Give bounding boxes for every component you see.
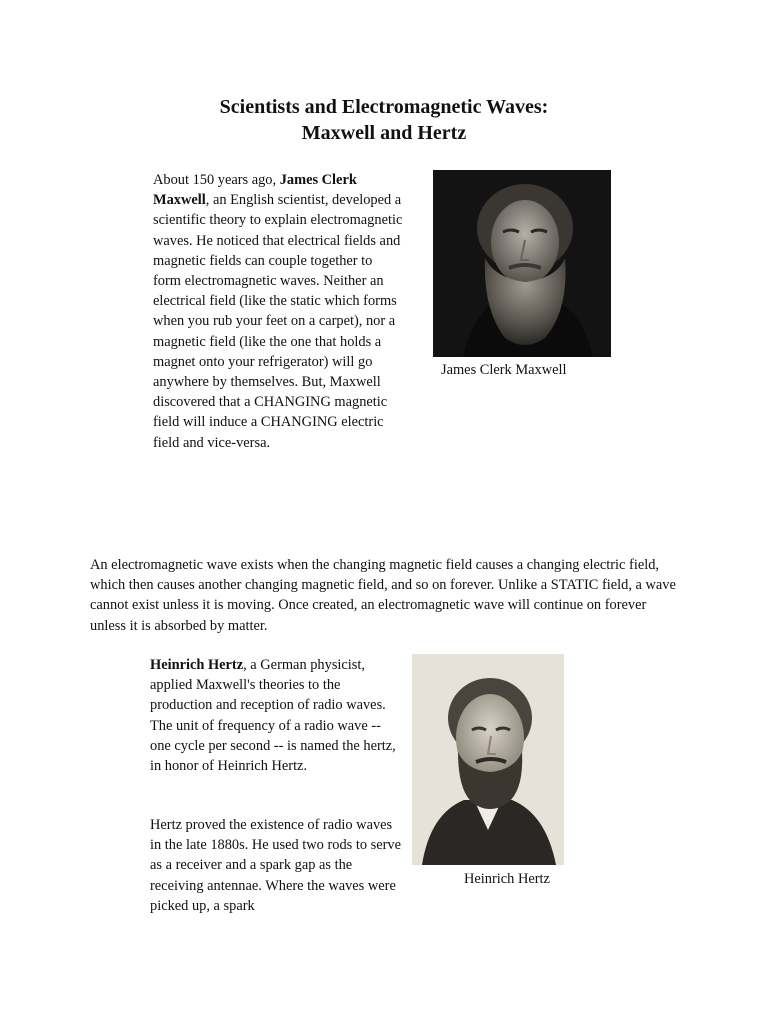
title-line-1: Scientists and Electromagnetic Waves: bbox=[219, 96, 549, 118]
hertz-paragraph bbox=[150, 655, 405, 776]
maxwell-paragraph-body: , an English scientist, developed a scientific theory to explain electromagnetic waves. He noticed that electrical fields and magnetic fields can couple together to form electromagnetic waves. Neither an electrical field (like the static which forms when you rub your feet on a carpet), nor a magnetic field (like the one that holds a magnet onto your refrigerator) will go anywhere by themselves. But, Maxwell discovered that a CHANGING magnetic field will induce a CHANGING electric field and vice-versa. bbox=[153, 192, 403, 451]
maxwell-caption: James Clerk Maxwell bbox=[441, 362, 567, 378]
maxwell-paragraph-lead: About 150 years ago, bbox=[153, 172, 280, 188]
hertz-name: Heinrich Hertz bbox=[150, 657, 244, 673]
maxwell-portrait bbox=[433, 170, 611, 357]
maxwell-paragraph bbox=[153, 170, 403, 453]
hertz-proof-paragraph: Hertz proved the existence of radio waves in the late 1880s. He used two rods to serve as a receiver and a spark gap as the receiving antennae. Where the waves were picked up, a spark bbox=[150, 817, 401, 914]
hertz-paragraph-body: , a German physicist, applied Maxwell's theories to the production and reception of radio waves. The unit of frequency of a radio wave -- one cycle per second -- is named the hertz, in honor of Heinrich Hertz. bbox=[150, 657, 396, 775]
hertz-caption: Heinrich Hertz bbox=[464, 871, 550, 887]
page-title bbox=[0, 94, 768, 146]
maxwell-name: James Clerk Maxwell bbox=[153, 172, 357, 209]
electromagnetic-wave-paragraph: An electromagnetic wave exists when the changing magnetic field causes a changing electric field, which then causes another changing magnetic field, and so on forever. Unlike a STATIC field, a wave cannot exist unless it is moving. Once created, an electromagnetic wave will continue on forever unless it is absorbed by matter. bbox=[90, 557, 676, 634]
title-line-2: Maxwell and Hertz bbox=[301, 122, 467, 144]
hertz-portrait bbox=[412, 654, 564, 865]
